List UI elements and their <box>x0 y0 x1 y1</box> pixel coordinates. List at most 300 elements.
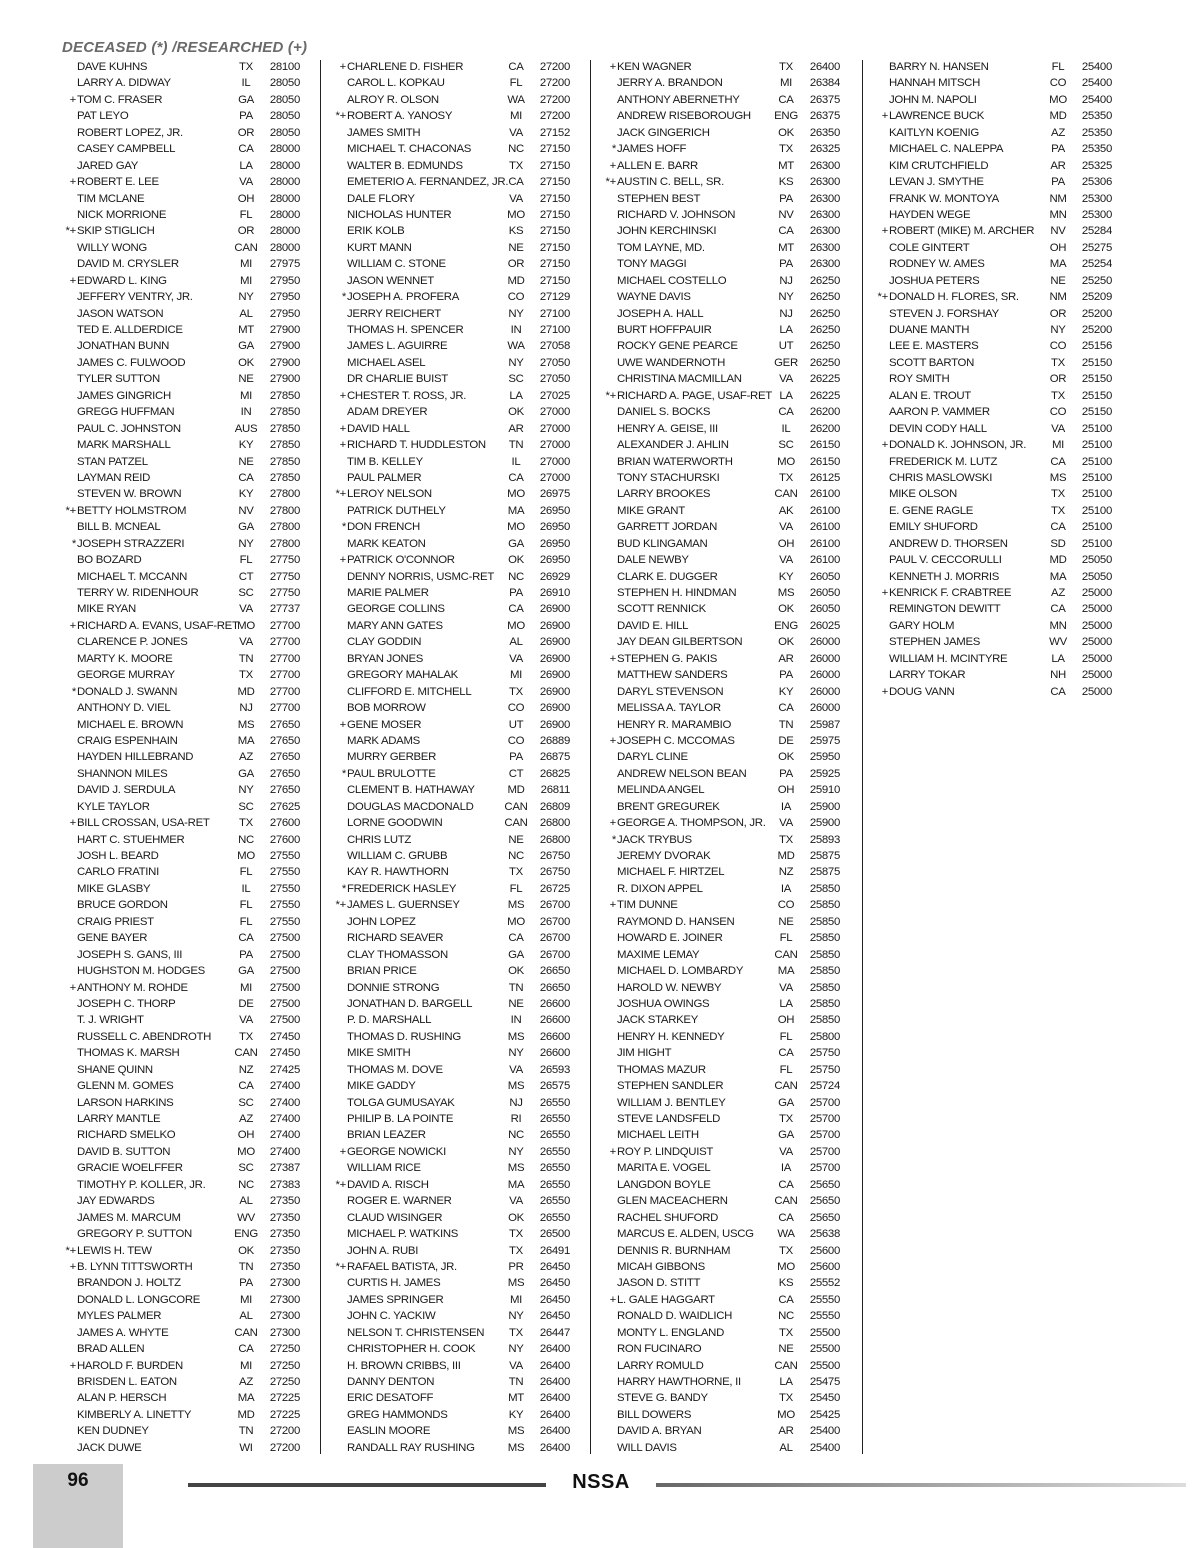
target-count: 27750 <box>269 570 300 583</box>
state-code: LA <box>779 997 793 1010</box>
shooter-name: RICHARD A. PAGE, USAF-RET <box>617 389 772 402</box>
state-code: TX <box>239 669 253 682</box>
state-code: MD <box>1049 110 1067 123</box>
target-count: 25850 <box>809 965 840 978</box>
state-code: CA <box>508 471 524 484</box>
target-count: 26700 <box>539 948 570 961</box>
target-count: 26300 <box>809 192 840 205</box>
state-code: NY <box>508 1047 524 1060</box>
shooter-name: LEVAN J. SMYTHE <box>889 176 984 189</box>
status-marker: + <box>609 1145 616 1158</box>
target-count: 27425 <box>269 1063 300 1076</box>
shooter-name: RANDALL RAY RUSHING <box>347 1441 475 1454</box>
state-code: NE <box>508 833 524 846</box>
state-code: MS <box>237 718 255 731</box>
status-marker: + <box>339 1145 346 1158</box>
state-code: MI <box>239 1293 253 1306</box>
shooter-name: KURT MANN <box>347 241 412 254</box>
target-count: 25400 <box>1081 61 1112 73</box>
shooter-name: BILL B. MCNEAL <box>77 521 161 534</box>
shooter-name: WILLIAM J. BENTLEY <box>617 1096 726 1109</box>
shooter-name: JAMES C. FULWOOD <box>77 356 186 369</box>
target-count: 28050 <box>269 93 300 106</box>
state-code: MD <box>237 685 255 698</box>
state-code: MI <box>239 258 253 271</box>
shooter-name: SHANNON MILES <box>77 767 168 780</box>
target-count: 26450 <box>539 1310 570 1323</box>
shooter-name: HARRY HAWTHORNE, II <box>617 1376 741 1388</box>
state-code: MN <box>1049 619 1067 632</box>
shooter-name: JASON WENNET <box>347 274 434 287</box>
shooter-name: BOB MORROW <box>347 702 426 715</box>
state-code: MS <box>507 1080 525 1093</box>
state-code: OR <box>507 258 525 271</box>
target-count: 25209 <box>1081 291 1112 304</box>
state-code: MI <box>509 1293 523 1306</box>
status-marker: *+ <box>877 291 888 304</box>
target-count: 27550 <box>269 882 300 895</box>
state-code: FL <box>779 1030 793 1043</box>
target-count: 26100 <box>809 488 840 501</box>
state-code: CA <box>778 93 794 106</box>
status-marker: + <box>69 1260 76 1273</box>
target-count: 27225 <box>269 1408 300 1421</box>
shooter-name: JONATHAN BUNN <box>77 340 170 353</box>
shooter-name: GEORGE MURRAY <box>77 669 175 682</box>
target-count: 26000 <box>809 652 840 665</box>
status-marker: + <box>881 439 888 452</box>
state-code: VA <box>509 1063 523 1076</box>
state-code: ENG <box>774 619 798 632</box>
target-count: 27850 <box>269 439 300 452</box>
state-code: OH <box>1049 241 1067 254</box>
shooter-name: SHANE QUINN <box>77 1063 153 1076</box>
shooter-name: BRIAN PRICE <box>347 965 417 978</box>
state-code: LA <box>509 389 523 402</box>
shooter-name: JOSH L. BEARD <box>77 850 159 862</box>
state-code: TN <box>778 718 794 731</box>
shooter-name: CHRIS LUTZ <box>347 833 412 846</box>
target-count: 27850 <box>269 406 300 419</box>
target-count: 26550 <box>539 1129 570 1142</box>
status-marker: *+ <box>335 899 346 912</box>
target-count: 26325 <box>809 143 840 156</box>
state-code: CA <box>508 932 524 945</box>
shooter-name: CLAY GODDIN <box>347 636 422 649</box>
target-count: 25850 <box>809 948 840 961</box>
state-code: WV <box>237 1211 255 1224</box>
shooter-name: BARRY N. HANSEN <box>889 61 989 73</box>
shooter-name: ROY SMITH <box>889 373 950 386</box>
target-count: 25600 <box>809 1260 840 1273</box>
shooter-name: DENNY NORRIS, USMC-RET <box>347 570 494 583</box>
status-marker: + <box>881 225 888 238</box>
shooter-name: JERRY REICHERT <box>347 307 441 320</box>
target-count: 26400 <box>539 1343 570 1356</box>
target-count: 27800 <box>269 521 300 534</box>
status-marker: *+ <box>65 1244 76 1257</box>
shooter-name: WILLIAM H. MCINTYRE <box>889 652 1008 665</box>
state-code: KS <box>778 1277 794 1290</box>
target-count: 26600 <box>539 997 570 1010</box>
shooter-name: ANTHONY D. VIEL <box>77 702 171 715</box>
state-code: MD <box>237 1408 255 1421</box>
shooter-name: RAFAEL BATISTA, JR. <box>347 1260 457 1273</box>
shooter-name: DOUG VANN <box>889 685 955 698</box>
state-code: CO <box>1049 406 1067 419</box>
status-marker: *+ <box>335 488 346 501</box>
target-count: 26250 <box>809 307 840 320</box>
state-code: MS <box>507 1425 525 1438</box>
state-code: CO <box>507 291 525 304</box>
shooter-name: DARYL CLINE <box>617 751 688 764</box>
state-code: MI <box>1051 439 1065 452</box>
target-count: 25275 <box>1081 241 1112 254</box>
shooter-name: THOMAS D. RUSHING <box>347 1030 461 1043</box>
status-marker: * <box>341 767 346 780</box>
shooter-name: CARLO FRATINI <box>77 866 159 879</box>
target-count: 27200 <box>269 1441 300 1454</box>
state-code: VA <box>779 521 793 534</box>
status-marker: + <box>881 587 888 599</box>
status-marker: * <box>341 521 346 534</box>
target-count: 27150 <box>539 176 570 189</box>
shooter-name: MARITA E. VOGEL <box>617 1162 711 1175</box>
target-count: 27250 <box>269 1376 300 1388</box>
target-count: 27050 <box>539 373 570 386</box>
status-marker: + <box>69 981 76 994</box>
target-count: 27550 <box>269 899 300 912</box>
state-code: WI <box>239 1441 253 1454</box>
target-count: 26400 <box>539 1359 570 1372</box>
target-count: 26050 <box>809 587 840 599</box>
shooter-name: HOWARD E. JOINER <box>617 932 723 945</box>
target-count: 26800 <box>539 817 570 830</box>
target-count: 28000 <box>269 143 300 156</box>
shooter-name: ROBERT LOPEZ, JR. <box>77 126 183 139</box>
state-code: PA <box>779 669 793 682</box>
target-count: 27850 <box>269 422 300 435</box>
shooter-name: JAMES M. MARCUM <box>77 1211 181 1224</box>
state-code: CAN <box>774 1195 798 1208</box>
state-code: IN <box>510 324 522 336</box>
shooter-name: GLEN MACEACHERN <box>617 1195 728 1208</box>
state-code: NE <box>238 455 254 468</box>
status-marker: *+ <box>335 1260 346 1273</box>
target-count: 26800 <box>539 833 570 846</box>
target-count: 26600 <box>539 1014 570 1027</box>
state-code: MO <box>237 850 255 862</box>
target-count: 26811 <box>540 784 570 797</box>
state-code: KY <box>238 439 254 452</box>
target-count: 26929 <box>539 570 570 583</box>
state-code: VA <box>239 636 253 649</box>
shooter-name: ANDREW D. THORSEN <box>889 537 1008 550</box>
shooter-name: NICK MORRIONE <box>77 208 167 221</box>
shooter-name: CHRIS MASLOWSKI <box>889 471 993 484</box>
shooter-name: RUSSELL C. ABENDROTH <box>77 1030 212 1043</box>
state-code: CA <box>508 176 524 189</box>
state-code: KS <box>778 176 794 189</box>
state-code: CA <box>778 1047 794 1060</box>
shooter-name: RAYMOND D. HANSEN <box>617 915 735 928</box>
status-marker: + <box>609 899 616 912</box>
target-count: 25650 <box>809 1211 840 1224</box>
state-code: MD <box>1049 554 1067 567</box>
state-code: VA <box>779 1145 793 1158</box>
shooter-name: RICHARD A. EVANS, USAF-RET <box>77 619 239 632</box>
shooter-name: HAROLD F. BURDEN <box>77 1359 183 1372</box>
target-count: 26250 <box>809 356 840 369</box>
target-count: 26900 <box>539 702 570 715</box>
target-count: 27400 <box>269 1096 300 1109</box>
state-code: CT <box>508 767 524 780</box>
shooter-name: MIKE SMITH <box>347 1047 411 1060</box>
state-code: FL <box>1051 61 1065 73</box>
state-code: TX <box>779 143 793 156</box>
shooter-name: DONALD J. SWANN <box>77 685 178 698</box>
shooter-name: SKIP STIGLICH <box>77 225 155 238</box>
shooter-name: STAN PATZEL <box>77 455 148 468</box>
target-count: 27400 <box>269 1080 300 1093</box>
status-marker: + <box>69 619 76 632</box>
state-code: FL <box>509 77 523 90</box>
state-code: AZ <box>1051 126 1065 139</box>
shooter-name: LARRY TOKAR <box>889 669 966 682</box>
target-count: 27025 <box>539 389 570 402</box>
state-code: MA <box>777 965 795 978</box>
state-code: MI <box>239 389 253 402</box>
target-count: 26300 <box>809 208 840 221</box>
state-code: CO <box>777 899 795 912</box>
state-code: GA <box>238 965 254 978</box>
target-count: 26350 <box>809 126 840 139</box>
shooter-name: ROY P. LINDQUIST <box>617 1145 714 1158</box>
target-count: 27650 <box>269 751 300 764</box>
target-count: 27500 <box>269 981 300 994</box>
shooter-name: PAUL C. JOHNSTON <box>77 422 181 435</box>
state-code: AZ <box>1051 587 1065 599</box>
state-code: TX <box>779 1244 793 1257</box>
state-code: TX <box>1051 389 1065 402</box>
shooter-name: KAITLYN KOENIG <box>889 126 979 139</box>
state-code: AL <box>239 1310 253 1323</box>
target-count: 27152 <box>539 126 570 139</box>
state-code: NY <box>238 291 254 304</box>
shooter-name: PAUL V. CECCORULLI <box>889 554 1002 567</box>
target-count: 26375 <box>809 110 840 123</box>
shooter-name: WILLIAM RICE <box>347 1162 421 1175</box>
state-code: AR <box>1050 159 1066 172</box>
shooter-name: MYLES PALMER <box>77 1310 162 1323</box>
state-code: OK <box>238 356 254 369</box>
state-code: MS <box>507 1030 525 1043</box>
state-code: CAN <box>774 1080 798 1093</box>
target-count: 26300 <box>809 241 840 254</box>
state-code: CAN <box>774 1359 798 1372</box>
target-count: 26900 <box>539 652 570 665</box>
state-code: OH <box>777 537 795 550</box>
target-count: 25850 <box>809 997 840 1010</box>
target-count: 27350 <box>269 1228 300 1241</box>
target-count: 26100 <box>809 537 840 550</box>
shooter-name: JOSEPH S. GANS, III <box>77 948 183 961</box>
state-code: MT <box>508 1392 524 1405</box>
target-count: 27650 <box>269 734 300 747</box>
state-code: ENG <box>774 110 798 123</box>
target-count: 25850 <box>809 932 840 945</box>
shooter-name: JAY DEAN GILBERTSON <box>617 636 743 649</box>
state-code: VA <box>239 603 253 616</box>
state-code: FL <box>509 882 523 895</box>
status-marker: *+ <box>65 504 76 517</box>
shooter-name: MICHAEL LEITH <box>617 1129 699 1142</box>
shooter-name: STEVE LANDSFELD <box>617 1113 721 1125</box>
target-count: 25910 <box>809 784 840 797</box>
state-code: NC <box>238 833 254 846</box>
target-count: 26975 <box>539 488 570 501</box>
state-code: TX <box>779 1392 793 1405</box>
state-code: IN <box>510 1014 522 1027</box>
shooter-name: JAMES GINGRICH <box>77 389 171 402</box>
state-code: IL <box>241 77 251 90</box>
state-code: SD <box>1050 537 1066 550</box>
target-count: 25350 <box>1081 126 1112 139</box>
target-count: 25950 <box>809 751 840 764</box>
state-code: CA <box>238 1343 254 1356</box>
target-count: 25156 <box>1081 340 1112 353</box>
shooter-name: TIM B. KELLEY <box>347 455 423 468</box>
target-count: 25875 <box>809 866 840 879</box>
shooter-name: ROBERT E. LEE <box>77 176 159 189</box>
target-count: 26447 <box>539 1326 570 1339</box>
state-code: TN <box>508 439 524 452</box>
shooter-name: STEPHEN G. PAKIS <box>617 652 718 665</box>
shooter-name: KEN WAGNER <box>617 61 692 73</box>
target-count: 27058 <box>539 340 570 353</box>
target-count: 28000 <box>269 208 300 221</box>
target-count: 27000 <box>539 471 570 484</box>
state-code: CA <box>1050 521 1066 534</box>
target-count: 25400 <box>1081 77 1112 90</box>
shooter-name: MICHAEL P. WATKINS <box>347 1228 459 1241</box>
target-count: 26250 <box>809 324 840 336</box>
target-count: 25100 <box>1081 471 1112 484</box>
target-count: 27350 <box>269 1260 300 1273</box>
target-count: 26400 <box>809 61 840 73</box>
state-code: MA <box>507 1178 525 1191</box>
target-count: 25987 <box>809 718 840 731</box>
state-code: PA <box>239 948 253 961</box>
status-marker: *+ <box>335 110 346 123</box>
shooter-name: JOSHUA OWINGS <box>617 997 710 1010</box>
shooter-name: LORNE GOODWIN <box>347 817 443 830</box>
state-code: OR <box>1049 373 1067 386</box>
shooter-name: MICHAEL ASEL <box>347 356 426 369</box>
target-count: 26150 <box>809 439 840 452</box>
target-count: 27350 <box>269 1244 300 1257</box>
target-count: 25700 <box>809 1096 840 1109</box>
shooter-name: GRACIE WOELFFER <box>77 1162 183 1175</box>
state-code: OH <box>237 192 255 205</box>
state-code: CA <box>778 702 794 715</box>
state-code: CA <box>778 406 794 419</box>
shooter-name: PAUL BRULOTTE <box>347 767 436 780</box>
shooter-name: STEPHEN BEST <box>617 192 701 205</box>
status-marker: * <box>71 685 76 698</box>
state-code: NJ <box>239 702 253 715</box>
target-count: 25400 <box>1081 93 1112 106</box>
state-code: TX <box>239 817 253 830</box>
target-count: 25100 <box>1081 439 1112 452</box>
shooter-name: KENNETH J. MORRIS <box>889 570 1000 583</box>
shooter-name: LAWRENCE BUCK <box>889 110 985 123</box>
target-count: 27450 <box>269 1047 300 1060</box>
shooter-name: LARRY A. DIDWAY <box>77 77 171 90</box>
shooter-name: BRANDON J. HOLTZ <box>77 1277 181 1290</box>
state-code: ENG <box>234 1228 258 1241</box>
state-code: TX <box>779 1113 793 1125</box>
shooter-name: ANTHONY ABERNETHY <box>617 93 740 106</box>
status-marker: + <box>69 1359 76 1372</box>
state-code: KY <box>778 570 794 583</box>
status-marker: + <box>609 61 616 73</box>
state-code: NC <box>238 1178 254 1191</box>
shooter-name: MARIE PALMER <box>347 587 429 599</box>
shooter-name: KYLE TAYLOR <box>77 800 150 813</box>
state-code: CAN <box>774 488 798 501</box>
target-count: 25100 <box>1081 488 1112 501</box>
shooter-name: JAMES HOFF <box>617 143 687 156</box>
target-count: 25306 <box>1081 176 1112 189</box>
shooter-name: DARYL STEVENSON <box>617 685 724 698</box>
state-code: OR <box>237 126 255 139</box>
shooter-name: CLAY THOMASSON <box>347 948 448 961</box>
shooter-name: JOSEPH C. MCCOMAS <box>617 734 735 747</box>
state-code: WV <box>1049 636 1067 649</box>
shooter-name: CHESTER T. ROSS, JR. <box>347 389 467 402</box>
state-code: NY <box>1050 324 1066 336</box>
state-code: TX <box>509 866 523 879</box>
state-code: FL <box>239 915 253 928</box>
state-code: AZ <box>239 1113 253 1125</box>
target-count: 25150 <box>1081 389 1112 402</box>
target-count: 27700 <box>269 702 300 715</box>
target-count: 27700 <box>269 619 300 632</box>
state-code: MO <box>507 915 525 928</box>
shooter-name: MARY ANN GATES <box>347 619 443 632</box>
state-code: VA <box>779 981 793 994</box>
shooter-name: ERIK KOLB <box>347 225 405 238</box>
state-code: NE <box>508 241 524 254</box>
target-count: 26900 <box>539 619 570 632</box>
target-count: 27150 <box>539 225 570 238</box>
state-code: OK <box>508 965 524 978</box>
shooter-name: STEVE G. BANDY <box>617 1392 708 1405</box>
target-count: 26384 <box>809 77 840 90</box>
state-code: OK <box>778 126 794 139</box>
status-marker: + <box>609 817 616 830</box>
target-count: 27129 <box>539 291 570 304</box>
target-count: 25925 <box>809 767 840 780</box>
target-count: 27100 <box>539 307 570 320</box>
target-count: 25724 <box>809 1080 840 1093</box>
target-count: 27000 <box>539 406 570 419</box>
shooter-name: RICHARD SMELKO <box>77 1129 176 1142</box>
target-count: 26950 <box>539 504 570 517</box>
shooter-name: EDWARD L. KING <box>77 274 167 287</box>
target-count: 25100 <box>1081 455 1112 468</box>
